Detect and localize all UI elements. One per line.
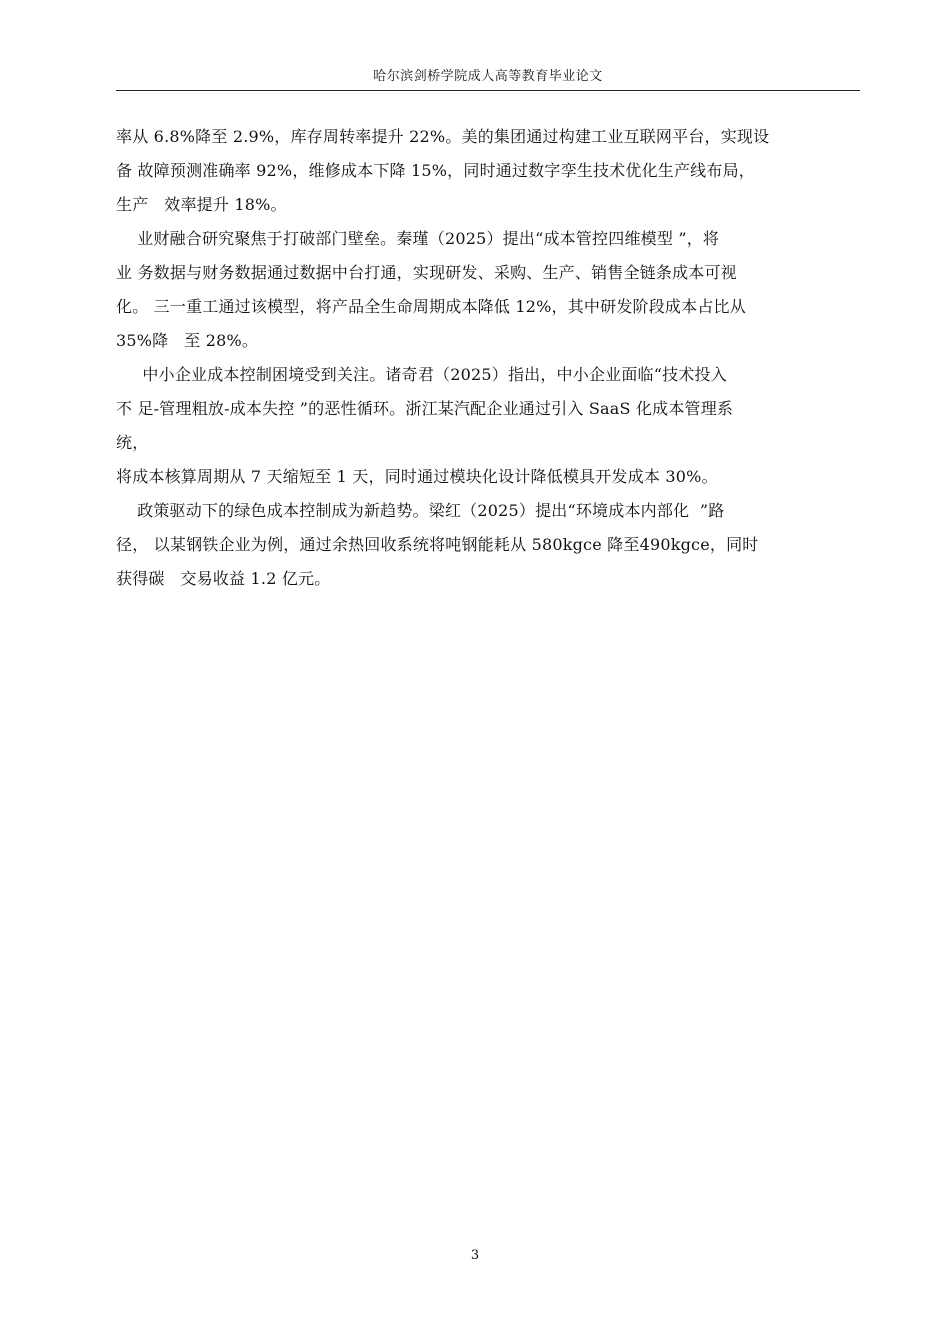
text-line: 不 足-管理粗放-成本失控 ”的恶性循环。浙江某汽配企业通过引入 SaaS 化成本管理系	[116, 399, 734, 418]
page-number: 3	[470, 1248, 480, 1263]
text-line: 政策驱动下的绿色成本控制成为新趋势。梁红（2025）提出“环境成本内部化 ”路	[116, 501, 725, 520]
paragraph-2	[116, 222, 860, 358]
text-line: 统，	[116, 433, 149, 452]
page-header: 哈尔滨剑桥学院成人高等教育毕业论文	[373, 69, 603, 84]
text-line: 中小企业成本控制困境受到关注。诸奇君（2025）指出，中小企业面临“技术投入	[116, 365, 727, 384]
body-text	[116, 120, 860, 596]
text-line: 备 故障预测准确率 92%，维修成本下降 15%，同时通过数字孪生技术优化生产线布局，	[116, 161, 755, 180]
text-line: 业 务数据与财务数据通过数据中台打通，实现研发、采购、生产、销售全链条成本可视	[116, 263, 737, 282]
text-line: 径， 以某钢铁企业为例，通过余热回收系统将吨钢能耗从 580kgce 降至490kgce，同时	[116, 535, 759, 554]
text-line: 35%降 至 28%。	[116, 331, 259, 350]
text-line: 业财融合研究聚焦于打破部门壁垒。秦瑾（2025）提出“成本管控四维模型 ”，将	[116, 229, 720, 248]
text-line: 化。 三一重工通过该模型，将产品全生命周期成本降低 12%，其中研发阶段成本占比从	[116, 297, 746, 316]
text-line: 生产 效率提升 18%。	[116, 195, 287, 214]
text-line: 率从 6.8%降至 2.9%，库存周转率提升 22%。美的集团通过构建工业互联网平台，实现设	[116, 127, 770, 146]
paragraph-1	[116, 120, 860, 222]
header-divider	[116, 90, 860, 91]
text-line: 获得碳 交易收益 1.2 亿元。	[116, 569, 331, 588]
paragraph-3	[116, 358, 860, 494]
paragraph-4	[116, 494, 860, 596]
text-line: 将成本核算周期从 7 天缩短至 1 天，同时通过模块化设计降低模具开发成本 30%。	[116, 467, 718, 486]
